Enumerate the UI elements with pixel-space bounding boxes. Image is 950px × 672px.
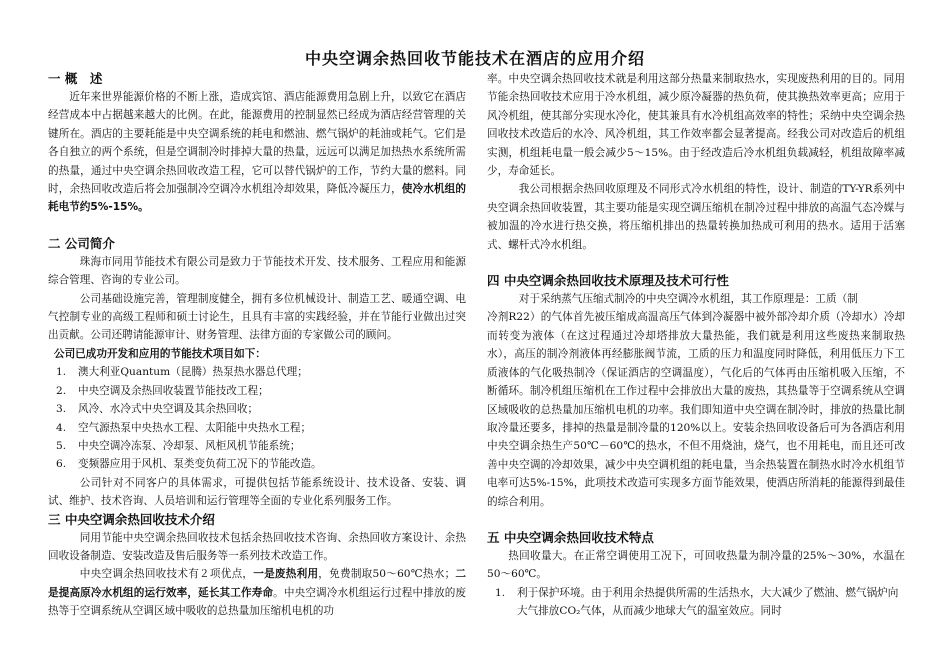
technology-paragraph-1: 同用节能中央空调余热回收技术包括余热回收技术咨询、余热回收方案设计、余热回收设备制造、安装改造及售后服务等一系列技术改造工作。 (48, 531, 466, 562)
list-item: 4. 空气源热泵中央热水工程、太阳能中央热水工程； (56, 421, 312, 434)
list-item: 3. 风冷、水冷式中央空调及其余热回收； (56, 403, 259, 416)
overview-paragraph: 近年来世界能源价格的不断上涨，造成宾馆、酒店能源费用急剧上升，以致它在酒店经营成本中占据越来越大的比例。在此，能源费用的控制显然已经成为酒店经营管理的关键所在。酒店的主要耗能是中央空调系统的耗电和燃油、燃气锅炉的耗油或耗气。它们是各自独立的两个系统，但是空调制冷时排掉大量的热量，远远可以满足加热热水系统所需的热量，通过中央空调余热回收改造工程，它可以替代锅炉的工作，节约大量的燃料。同时，余热回收改造后将会加强制冷空调冷水机组冷却效果，降低冷凝压力，使冷水机组的耗电节约5%-15%。 (48, 91, 466, 214)
company-paragraph-1: 珠海市同用节能技术有限公司是致力于节能技术开发、技术服务、工程应用和能源综合管理、咨询的专业公司。 (48, 255, 466, 287)
features-list (487, 584, 905, 621)
principle-paragraph-lead: 对于采纳蒸气压缩式制冷的中央空调冷水机组，其工作原理是：工质（制 (518, 293, 858, 306)
section-heading-company: 二 公司简介 (48, 235, 115, 251)
company-paragraph-2: 公司基础设施完善，管理制度健全，拥有多位机械设计、制造工艺、暖通空调、电气控制专业的高级工程师和硕士讨论生，且具有丰富的实践经验，并在节能行业做出过突出贡献。公司还聘请能源审计、财务管理、法律方面的专家做公司的顾问。 (48, 292, 466, 342)
section-heading-principle: 四 中央空调余热回收技术原理及技术可行性 (487, 273, 729, 289)
technology-paragraph-3: 我公司根据余热回收原理及不同形式冷水机组的特性，设计、制造的TY-YR系列中央空调余热回收装置，其主要功能是实现空调压缩机在制冷过程中排放的高温气态冷媒与被加温的冷水进行热交换，将压缩机排出的热量转换加热成可利用的热水。适用于活塞式、螺杆式冷水机组。 (487, 183, 905, 251)
right-column (487, 70, 905, 621)
list-item: 6. 变频器应用于风机、泵类变负荷工况下的节能改造。 (56, 458, 322, 471)
advantage-two-bold: 二是提高原冷水机组的运行效率，延长其工作寿命 (48, 568, 467, 599)
section-heading-technology: 三 中央空调余热回收技术介绍 (48, 511, 215, 527)
projects-list (48, 363, 466, 473)
features-paragraph: 热回收量大。在正常空调使用工况下，可回收热量为制冷量的25%～30%，水温在50～60℃。 (487, 549, 905, 581)
principle-paragraph: 冷剂R22）的气体首先被压缩成高温高压气体到冷凝器中被外部冷却介质（冷却水）冷却而转变为液体（在这过程通过冷却塔排放大量热能，我们就是利用这些废热来制取热水），高压的制冷剂液体再经膨胀阀节流，工质的压力和温度同时降低，利用低压力下工质液体的气化吸热制冷（保证酒店的空调温度），气化后的气体再由压缩机吸入压缩，不断循环。制冷机组压缩机在工作过程中会排放出大量的废热，其热量等于空调系统从空调区域吸收的总热量加压缩机电机的功率。我们即知道中央空调在制冷时，排放的热量比制取冷量还要多，排掉的热量是制冷量的120%以上。安装余热回收设备后可为各酒店利用中央空调余热生产50℃－60℃的热水，不但不用烧油，烧气，也不用耗电，而且还可改善中央空调的冷却效果，减少中央空调机组的耗电量，当余热装置在制热水时冷水机组节电率可达5%-15%，此项技术改造可实现多方面节能效果，使酒店所消耗的能源得到最佳的综合利用。 (487, 311, 905, 508)
company-projects-subheading: 公司已成功开发和应用的节能技术项目如下： (54, 347, 266, 360)
advantage-one-bold: 一是废热利用 (253, 568, 319, 581)
list-item: 1. 澳大利亚Quantum（昆腾）热泵热水器总代理； (56, 366, 308, 379)
list-item: 1. 利于保护环境。由于利用余热提供所需的生活热水，大大减少了燃油、燃气锅炉向大气排放CO₂气体，从而减少地球大气的温室效应。同时 (495, 586, 899, 618)
left-column (48, 70, 466, 621)
technology-paragraph-continued: 率。中央空调余热回收技术就是利用这部分热量来制取热水，实现废热利用的目的。同用节能余热回收技术应用于冷水机组，减少原冷凝器的热负荷，使其换热效率更高；应用于风冷机组，使其部分实现水冷化，使其兼具有水冷机组高效率的特性；采纳中央空调余热回收技术改造后的水冷、风冷机组，其工作效率都会显著提高。经我公司对改造后的机组实测，机组耗电量一般会减少5～15%。由于经改造后冷水机组负载减轻，机组故障率减少，寿命延长。 (487, 73, 905, 178)
technology-paragraph-2: 中央空调余热回收技术有２项优点，一是废热利用，免费制取50～60℃热水；二是提高原冷水机组的运行效率，延长其工作寿命。中央空调冷水机组运行过程中排放的废热等于空调系统从空调区域中吸收的总热量加压缩机电机的功 (48, 568, 467, 618)
page-title: 中央空调余热回收节能技术在酒店的应用介绍 (304, 49, 645, 68)
section-heading-features: 五 中央空调余热回收技术特点 (487, 529, 654, 545)
section-heading-overview: 一 概 述 (48, 71, 103, 86)
list-item: 2. 中央空调及余热回收装置节能技改工程； (56, 384, 269, 397)
company-paragraph-3: 公司针对不同客户的具体需求，可提供包括节能系统设计、技术设备、安装、调试、维护、技术咨询、人员培训和运行管理等全面的专业化系列服务工作。 (48, 476, 466, 508)
list-item: 5. 中央空调冷冻泵、冷却泵、风柜风机节能系统； (56, 439, 301, 452)
overview-bold-text: 使冷水机组的耗电节约5%-15%。 (48, 183, 466, 214)
